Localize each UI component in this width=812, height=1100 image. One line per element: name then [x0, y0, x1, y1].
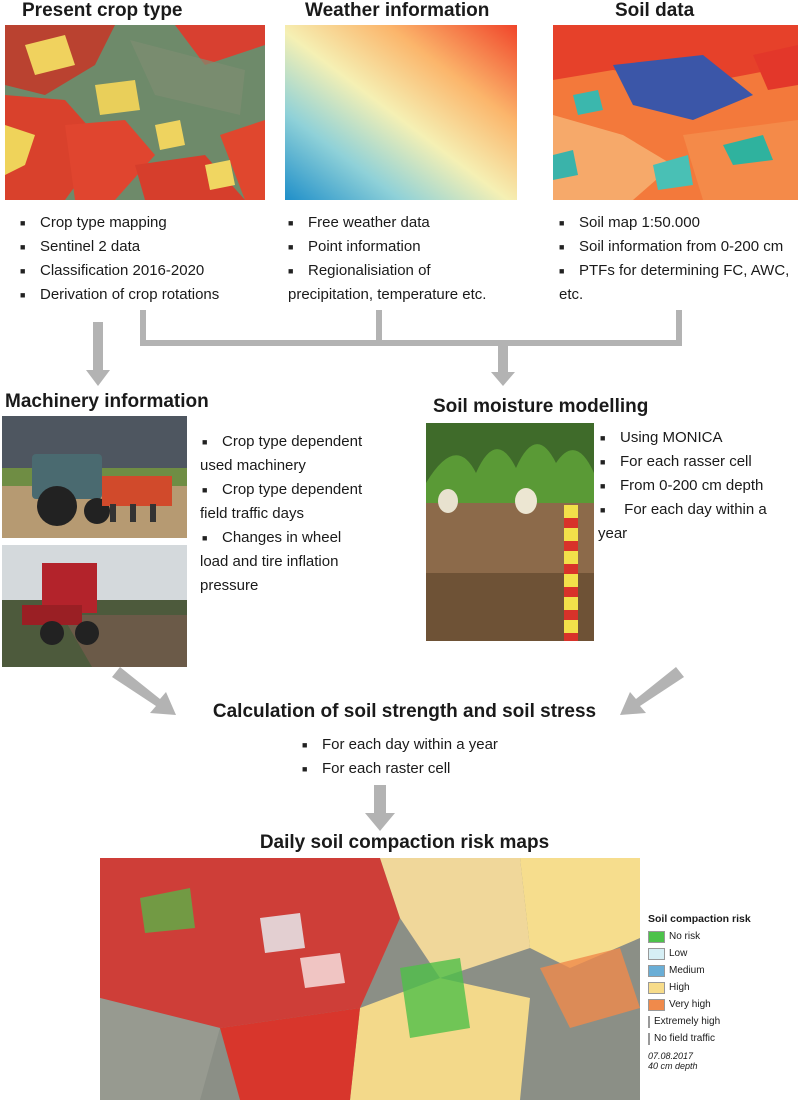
machinery-item-3 — [200, 526, 400, 598]
risk-legend-item — [648, 945, 712, 962]
risk-legend-label: Medium — [669, 965, 705, 976]
soil-map-image — [553, 25, 798, 200]
soil-item-3-continuation: etc. — [559, 286, 584, 303]
bracket-middle-leg — [376, 310, 382, 344]
moisture-item-2: ■ For each rasser cell — [598, 450, 803, 474]
risk-legend-title: Soil compaction risk — [648, 913, 751, 925]
risk-legend-label: No risk — [669, 931, 701, 942]
risk-legend-swatch — [648, 931, 665, 943]
soil-bullet-list — [557, 211, 812, 283]
soil-item-2: ■ Soil information from 0-200 cm — [557, 235, 812, 259]
machinery-item-2-line-2: field traffic days — [200, 505, 304, 522]
calculation-item-1: ■ For each day within a year — [300, 733, 600, 757]
risk-legend-swatch — [648, 965, 665, 977]
bracket-left-leg — [140, 310, 146, 344]
moisture-item-4-line-2: year — [598, 525, 628, 542]
crop-item-1: ■ Crop type mapping — [18, 211, 283, 235]
crop-panel-title: Present crop type — [22, 0, 183, 21]
risk-legend-swatch — [648, 1033, 650, 1045]
machinery-item-3-line-2: load and tire inflation — [200, 553, 339, 570]
crop-item-3: ■ Classification 2016-2020 — [18, 259, 283, 283]
calculation-title: Calculation of soil strength and soil stress — [212, 701, 597, 722]
machinery-item-3-line-1: Changes in wheel — [222, 529, 342, 546]
risk-map-date: 07.08.2017 — [648, 1051, 694, 1061]
weather-item-3-continuation: precipitation, temperature etc. — [288, 286, 487, 303]
risk-map-image — [100, 858, 751, 1100]
moisture-item-3: ■ From 0-200 cm depth — [598, 474, 803, 498]
weather-panel-title: Weather information — [305, 0, 490, 21]
crop-down-arrow-shaft — [93, 322, 103, 372]
machinery-bullet-list — [200, 430, 400, 598]
calculation-bullet-list — [300, 733, 600, 781]
risk-legend-item — [648, 1013, 721, 1030]
weather-gradient-image — [285, 25, 517, 200]
machinery-item-3-line-3: pressure — [200, 577, 259, 594]
machinery-item-1-line-1: Crop type dependent — [222, 433, 363, 450]
bracket-right-leg — [676, 310, 682, 344]
weather-item-2: ■ Point information — [286, 235, 551, 259]
soil-item-1: ■ Soil map 1:50.000 — [557, 211, 812, 235]
weather-item-1: ■ Free weather data — [286, 211, 551, 235]
crop-item-2: ■ Sentinel 2 data — [18, 235, 283, 259]
risk-legend-item — [648, 979, 712, 996]
risk-down-arrow — [360, 785, 400, 835]
risk-legend-item — [648, 962, 712, 979]
crop-item-4: ■ Derivation of crop rotations — [18, 283, 283, 307]
machinery-item-2-line-1: Crop type dependent — [222, 481, 363, 498]
moisture-title: Soil moisture modelling — [433, 396, 649, 417]
risk-legend-swatch — [648, 1016, 650, 1028]
calculation-item-2: ■ For each raster cell — [300, 757, 600, 781]
moisture-down-arrow-shaft — [498, 344, 508, 374]
moisture-bullet-list — [598, 426, 803, 546]
risk-legend-item — [648, 928, 712, 945]
risk-legend-swatch — [648, 999, 665, 1011]
soil-panel-title: Soil data — [615, 0, 695, 21]
crop-type-map-image — [5, 25, 265, 200]
risk-map-depth: 40 cm depth — [648, 1061, 698, 1071]
machinery-item-2 — [200, 478, 400, 526]
bracket-horizontal — [140, 340, 682, 346]
risk-legend-label: Extremely high — [654, 1016, 721, 1027]
tractor-photo — [2, 416, 187, 538]
risk-legend-swatch — [648, 948, 665, 960]
harvester-photo — [2, 545, 187, 667]
risk-legend-label: High — [669, 982, 690, 993]
risk-legend-label: No field traffic — [654, 1033, 715, 1044]
risk-legend-swatch — [648, 982, 665, 994]
crop-down-arrow-head — [86, 370, 110, 386]
machinery-title: Machinery information — [5, 391, 209, 412]
machinery-item-1 — [200, 430, 400, 478]
weather-item-3: ■ Regionalisiation of — [286, 259, 551, 283]
soil-profile-photo — [426, 423, 594, 641]
moisture-down-arrow-head — [491, 372, 515, 386]
machinery-item-1-line-2: used machinery — [200, 457, 306, 474]
soil-item-3: ■ PTFs for determining FC, AWC, — [557, 259, 812, 283]
crop-bullet-list — [18, 211, 283, 307]
risk-legend-item — [648, 1030, 715, 1047]
moisture-item-1: ■ Using MONICA — [598, 426, 803, 450]
risk-legend-label: Low — [669, 948, 688, 959]
weather-bullet-list — [286, 211, 551, 283]
risk-legend — [648, 913, 751, 1071]
risk-legend-label: Very high — [669, 999, 711, 1010]
risk-legend-item — [648, 996, 712, 1013]
risk-map-title: Daily soil compaction risk maps — [259, 832, 550, 853]
moisture-item-4-line-1: For each day within a — [620, 501, 767, 518]
top-connectors — [0, 310, 809, 390]
moisture-item-4 — [598, 498, 803, 546]
